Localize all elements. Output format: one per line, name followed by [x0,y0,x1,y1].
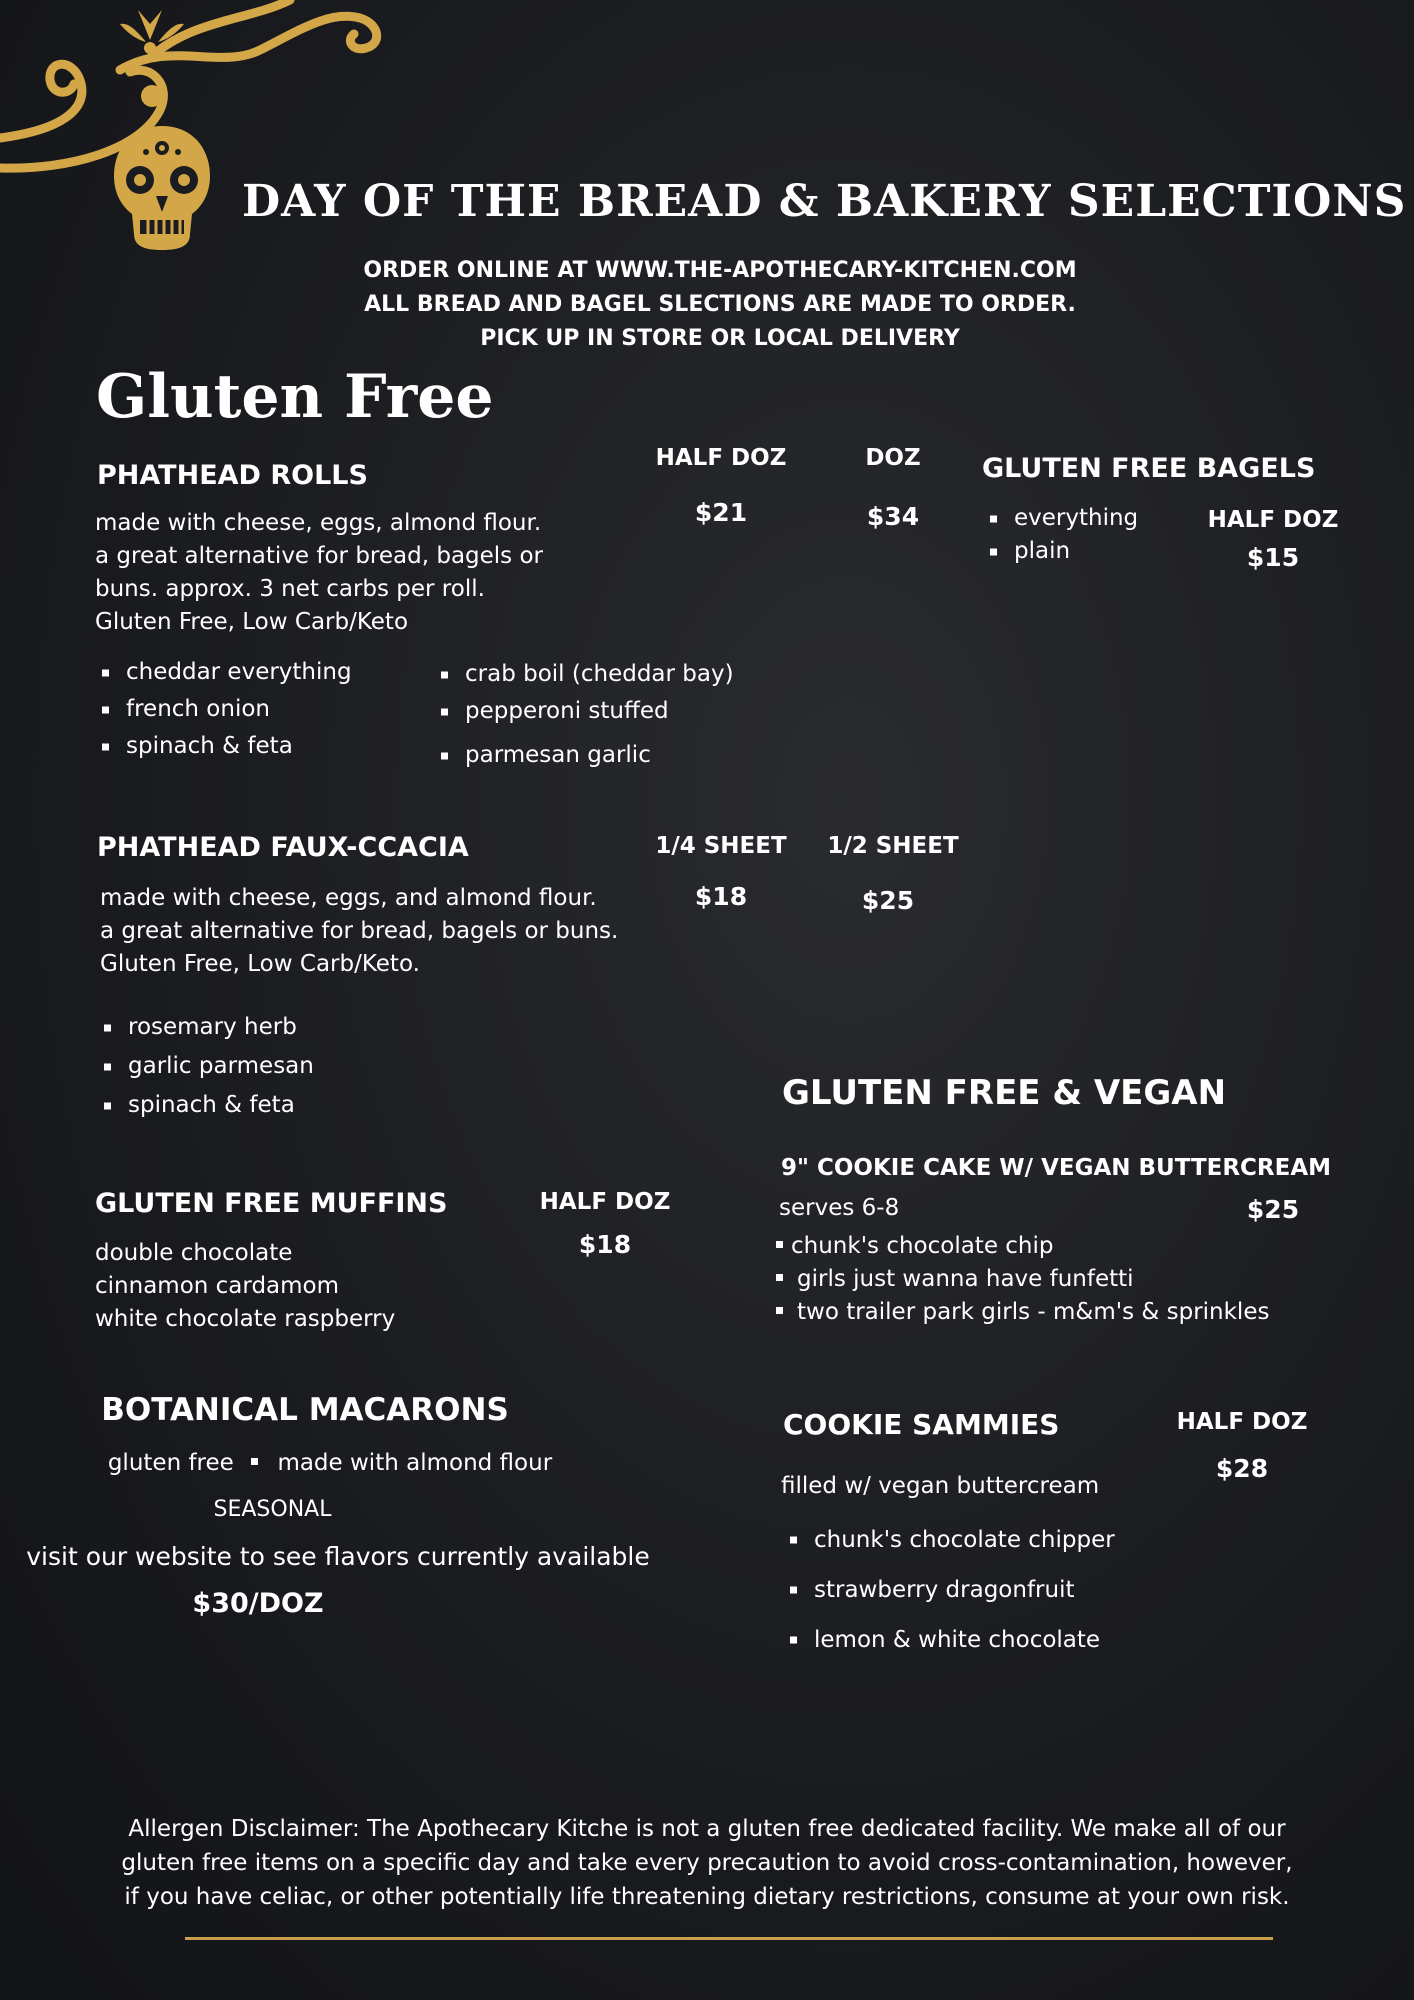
cookie-sammies-title: COOKIE SAMMIES [783,1408,1060,1441]
list-item: double chocolate [95,1240,293,1266]
cookie-cake-flavors [774,1230,1269,1329]
cookie-cake-title: 9" COOKIE CAKE W/ VEGAN BUTTERCREAM [781,1155,1332,1181]
list-item: white chocolate raspberry [95,1306,396,1332]
macarons-seasonal: SEASONAL [213,1497,332,1522]
sugar-skull-icon [110,122,214,254]
allergen-disclaimer [40,1812,1374,1914]
faux-ccacia-title: PHATHEAD FAUX-CCACIA [97,832,469,863]
list-item: parmesan garlic [435,737,734,774]
list-item [774,1230,1269,1263]
ccacia-half-sheet-label: 1/2 SHEET [827,833,959,859]
bullet-icon [776,1307,783,1314]
macarons-info-line [0,1450,660,1476]
bagels-flavors [984,502,1138,568]
bagels-title: GLUTEN FREE BAGELS [982,453,1316,484]
header-line-pickup: PICK UP IN STORE OR LOCAL DELIVERY [480,326,960,351]
muffins-half-doz-label: HALF DOZ [539,1189,671,1215]
list-item: plain [984,535,1138,568]
ccacia-half-sheet-price: $25 [861,886,915,915]
list-item: strawberry dragonfruit [784,1565,1115,1615]
rolls-desc-line: Gluten Free, Low Carb/Keto [95,609,409,635]
page-title: DAY OF THE BREAD & BAKERY SELECTIONS [242,176,1407,227]
flavor-label: girls just wanna have funfetti [797,1266,1134,1292]
flavor-label: chunk's chocolate chip [791,1233,1054,1259]
rolls-half-doz-price: $21 [694,498,748,527]
list-item: pepperoni stuffed [435,693,734,730]
list-item: garlic parmesan [98,1047,314,1086]
muffins-half-doz-price: $18 [578,1230,632,1259]
cookie-cake-serves: serves 6-8 [779,1195,900,1221]
rolls-desc-line: a great alternative for bread, bagels or [95,543,543,569]
rolls-flavors-right [435,656,734,774]
gluten-free-heading: Gluten Free [96,362,494,432]
header-line-order-online: ORDER ONLINE AT WWW.THE-APOTHECARY-KITCHEN.COM [363,258,1077,283]
ccacia-quarter-sheet-label: 1/4 SHEET [655,833,787,859]
list-item: lemon & white chocolate [784,1615,1115,1665]
bagels-half-doz-label: HALF DOZ [1207,507,1339,533]
header-info [300,254,1140,356]
list-item [774,1263,1269,1296]
muffins-flavors [95,1237,395,1336]
rolls-desc-line: buns. approx. 3 net carbs per roll. [95,576,485,602]
sammies-flavors [784,1515,1115,1665]
ccacia-desc-line: Gluten Free, Low Carb/Keto. [100,951,420,977]
macarons-visit-website: visit our website to see flavors currently available [26,1542,650,1571]
list-item: cheddar everything [96,654,352,691]
list-item: spinach & feta [96,728,352,765]
flavor-label: two trailer park girls - m&m's & sprinkles [797,1299,1270,1325]
ccacia-quarter-sheet-price: $18 [694,882,748,911]
sammies-half-doz-label: HALF DOZ [1176,1409,1308,1435]
list-item [774,1296,1269,1329]
disclaimer-line: gluten free items on a specific day and take every precaution to avoid cross-contamination, however, [121,1850,1293,1876]
cookie-cake-price: $25 [1246,1195,1300,1224]
macarons-price: $30/DOZ [192,1588,324,1619]
bullet-icon [776,1274,783,1281]
rolls-desc-line: made with cheese, eggs, almond flour. [95,510,542,536]
footer-divider [185,1937,1273,1940]
bullet-icon [251,1458,258,1465]
ccacia-desc-line: a great alternative for bread, bagels or buns. [100,918,619,944]
list-item: crab boil (cheddar bay) [435,656,734,693]
muffins-title: GLUTEN FREE MUFFINS [95,1188,448,1219]
disclaimer-line: Allergen Disclaimer: The Apothecary Kitche is not a gluten free dedicated facility. We make all of our [128,1816,1286,1842]
rolls-half-doz-label: HALF DOZ [655,445,787,471]
list-item: spinach & feta [98,1086,314,1125]
sammies-filled: filled w/ vegan buttercream [781,1473,1100,1499]
sammies-half-doz-price: $28 [1215,1454,1269,1483]
disclaimer-line: if you have celiac, or other potentially life threatening dietary restrictions, consume at your own risk. [124,1884,1290,1910]
list-item: french onion [96,691,352,728]
faux-ccacia-description [100,882,618,981]
list-item: cinnamon cardamom [95,1273,340,1299]
macarons-gluten-free: gluten free [107,1450,234,1476]
rolls-doz-price: $34 [866,502,920,531]
phathead-rolls-title: PHATHEAD ROLLS [97,460,368,491]
macarons-almond-flour: made with almond flour [277,1450,553,1476]
ccacia-desc-line: made with cheese, eggs, and almond flour. [100,885,597,911]
phathead-rolls-description [95,507,543,639]
bagels-half-doz-price: $15 [1246,543,1300,572]
macarons-title: BOTANICAL MACARONS [101,1392,509,1428]
list-item: everything [984,502,1138,535]
bullet-icon [776,1241,783,1248]
list-item: rosemary herb [98,1008,314,1047]
gf-vegan-heading: GLUTEN FREE & VEGAN [782,1073,1227,1113]
list-item: chunk's chocolate chipper [784,1515,1115,1565]
ccacia-flavors [98,1008,314,1125]
rolls-flavors-left [96,654,352,765]
rolls-doz-label: DOZ [865,445,921,471]
header-line-made-to-order: ALL BREAD AND BAGEL SLECTIONS ARE MADE TO ORDER. [364,292,1076,317]
